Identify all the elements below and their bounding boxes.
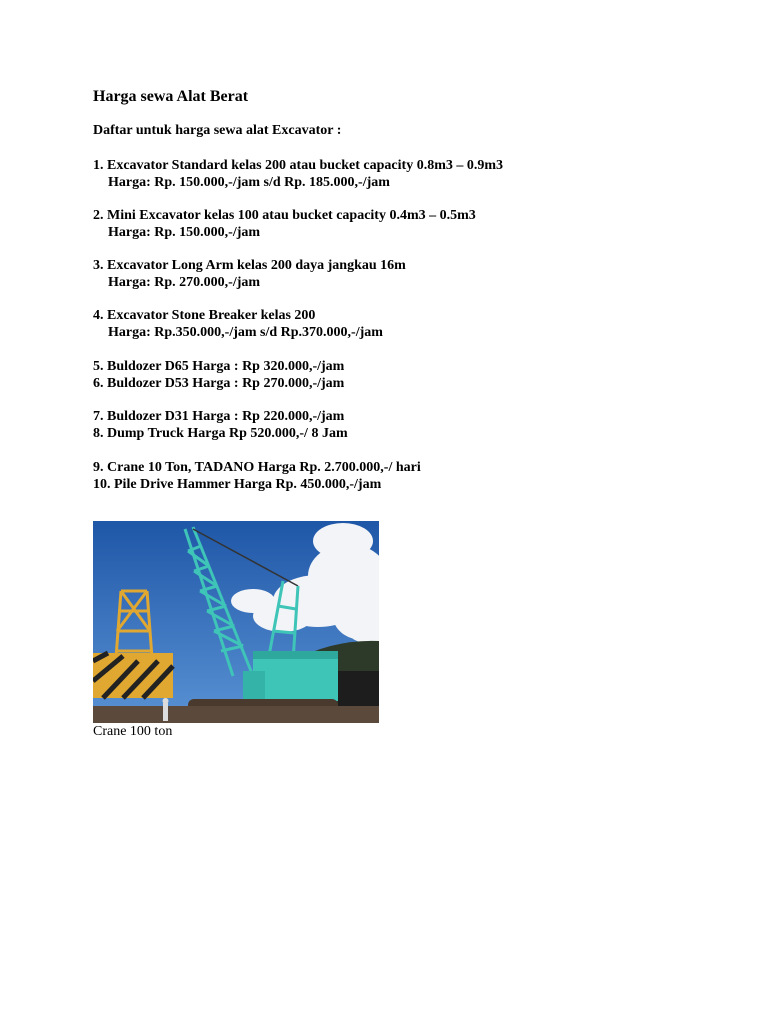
list-item-3-price: Harga: Rp. 270.000,-/jam — [108, 275, 261, 290]
crane-photo — [93, 521, 379, 723]
list-item-7: 7. Buldozer D31 Harga : Rp 220.000,-/jam — [93, 409, 345, 424]
list-item-2: 2. Mini Excavator kelas 100 atau bucket capacity 0.4m3 – 0.5m3 — [93, 208, 476, 223]
photo-caption: Crane 100 ton — [93, 724, 173, 739]
list-item-8: 8. Dump Truck Harga Rp 520.000,-/ 8 Jam — [93, 426, 348, 441]
list-item-1-price: Harga: Rp. 150.000,-/jam s/d Rp. 185.000,-/jam — [108, 175, 390, 190]
list-item-4: 4. Excavator Stone Breaker kelas 200 — [93, 308, 316, 323]
list-item-3: 3. Excavator Long Arm kelas 200 daya jangkau 16m — [93, 258, 406, 273]
list-item-10: 10. Pile Drive Hammer Harga Rp. 450.000,-/jam — [93, 477, 382, 492]
list-item-5: 5. Buldozer D65 Harga : Rp 320.000,-/jam — [93, 359, 345, 374]
list-item-1: 1. Excavator Standard kelas 200 atau bucket capacity 0.8m3 – 0.9m3 — [93, 158, 504, 173]
list-item-4-price: Harga: Rp.350.000,-/jam s/d Rp.370.000,-/jam — [108, 325, 383, 340]
list-item-6: 6. Buldozer D53 Harga : Rp 270.000,-/jam — [93, 376, 345, 391]
document-title: Harga sewa Alat Berat — [93, 88, 249, 105]
list-item-9: 9. Crane 10 Ton, TADANO Harga Rp. 2.700.000,-/ hari — [93, 460, 421, 475]
list-item-2-price: Harga: Rp. 150.000,-/jam — [108, 225, 261, 240]
intro-text: Daftar untuk harga sewa alat Excavator : — [93, 123, 342, 138]
